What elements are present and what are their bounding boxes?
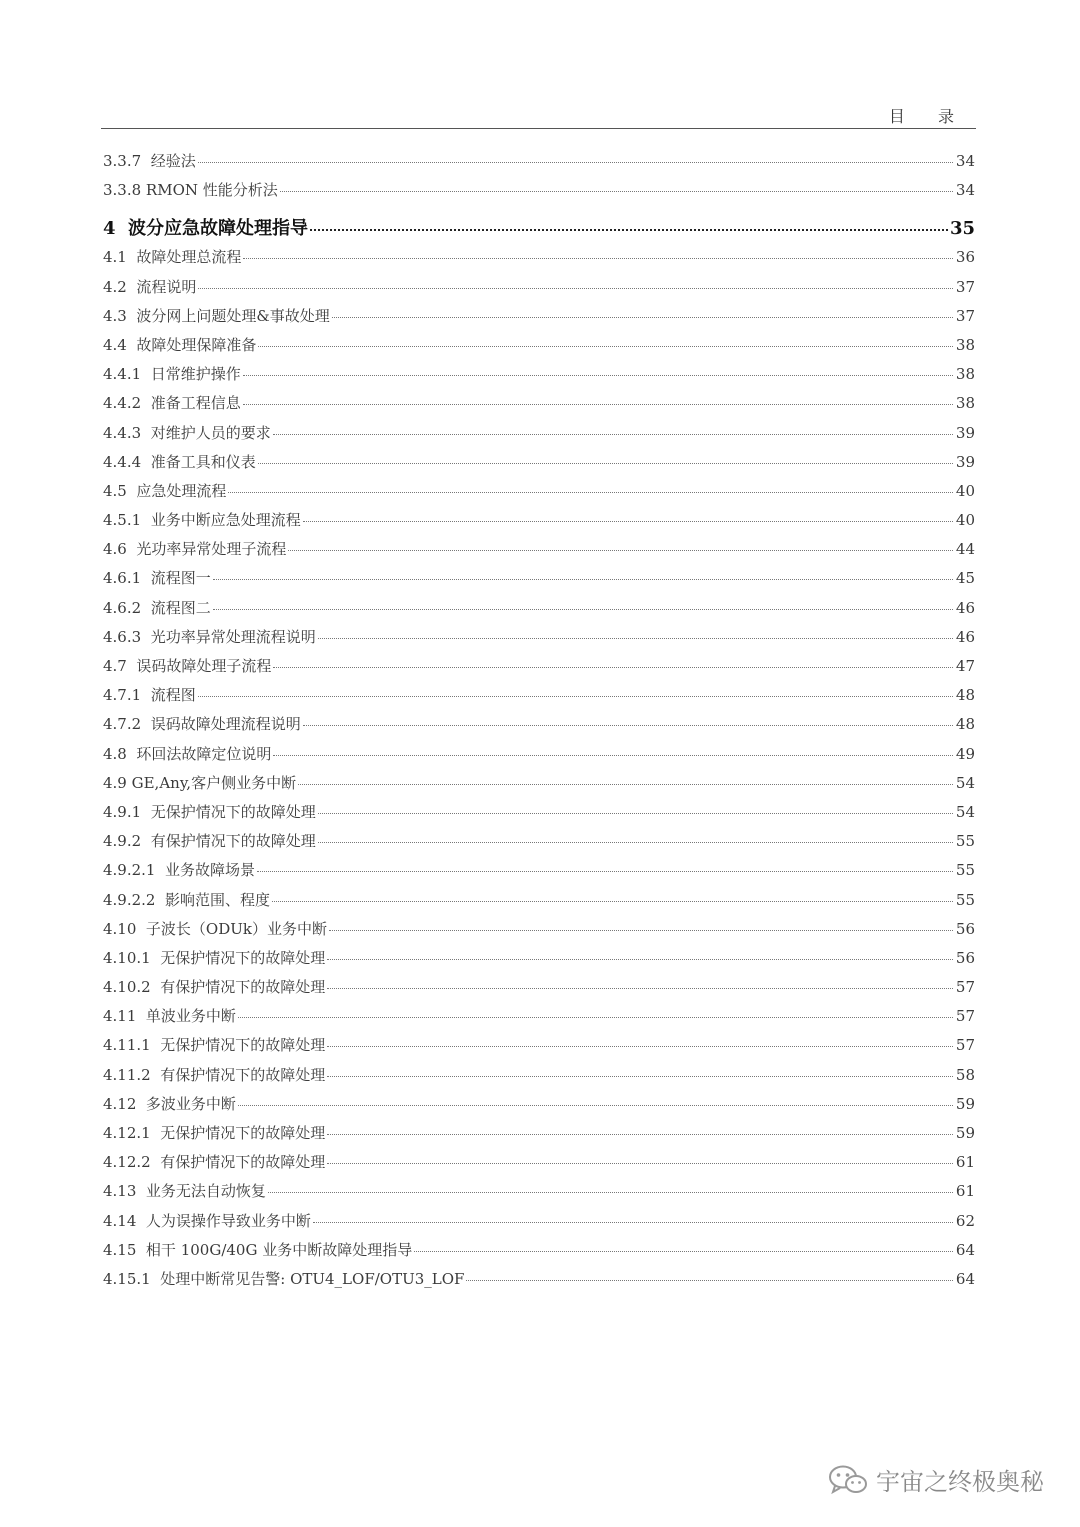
toc-entry[interactable] (103, 1122, 975, 1151)
toc-dot-leader (272, 901, 953, 902)
toc-entry-page: 45 (955, 569, 975, 588)
toc-entry[interactable] (103, 480, 975, 509)
toc-entry-label: 4.15.1 处理中断常见告警: OTU4_LOF/OTU3_LOF (103, 1269, 465, 1288)
toc-entry-label: 4.6 光功率异常处理子流程 (103, 540, 287, 559)
toc-entry-label: 4.9.2.1 业务故障场景 (103, 861, 256, 880)
toc-dot-leader (466, 1280, 953, 1281)
toc-entry-page: 61 (955, 1182, 975, 1201)
toc-entry[interactable] (103, 830, 975, 859)
toc-dot-leader (318, 813, 953, 814)
toc-dot-leader (198, 288, 953, 289)
toc-dot-leader (327, 1076, 953, 1077)
toc-entry-page: 34 (955, 181, 975, 200)
toc-dot-leader (243, 375, 953, 376)
toc-entry[interactable] (103, 772, 975, 801)
toc-dot-leader (327, 1046, 953, 1047)
toc-entry-page: 58 (955, 1065, 975, 1084)
toc-entry[interactable] (103, 567, 975, 596)
toc-entry[interactable] (103, 538, 975, 567)
toc-entry-page: 37 (955, 306, 975, 325)
toc-entry[interactable] (103, 713, 975, 742)
toc-entry[interactable] (103, 334, 975, 363)
toc-dot-leader (414, 1251, 953, 1252)
toc-entry[interactable] (103, 889, 975, 918)
toc-entry-label: 4.4 故障处理保障准备 (103, 335, 257, 354)
toc-dot-leader (213, 609, 953, 610)
toc-dot-leader (258, 346, 953, 347)
toc-dot-leader (213, 579, 953, 580)
toc-entry-page: 55 (955, 861, 975, 880)
toc-entry[interactable] (103, 1180, 975, 1209)
toc-entry-label: 4.8 环回法故障定位说明 (103, 744, 272, 763)
toc-dot-leader (280, 191, 953, 192)
toc-entry-page: 57 (955, 978, 975, 997)
toc-entry-page: 47 (955, 657, 975, 675)
toc-entry-label: 4.7 误码故障处理子流程 (103, 657, 272, 675)
toc-dot-leader (238, 1017, 953, 1018)
toc-entry-label: 4.9.2.2 影响范围、程度 (103, 890, 271, 909)
toc-entry-page: 48 (955, 715, 975, 734)
toc-entry-label: 4.4.3 对维护人员的要求 (103, 423, 271, 442)
wechat-icon (828, 1464, 868, 1496)
toc-entry[interactable] (103, 1005, 975, 1034)
toc-entry-label: 3.3.8 RMON 性能分析法 (103, 181, 278, 200)
toc-dot-leader (329, 930, 953, 931)
toc-entry-page: 44 (955, 540, 975, 559)
toc-entry[interactable] (103, 1034, 975, 1063)
toc-entry-page: 57 (955, 1007, 975, 1026)
toc-dot-leader (327, 959, 953, 960)
toc-dot-leader (318, 842, 953, 843)
toc-entry-page: 49 (955, 744, 975, 763)
toc-dot-leader (273, 667, 953, 668)
toc-dot-leader (332, 317, 953, 318)
toc-dot-leader (268, 1192, 953, 1193)
toc-dot-leader (243, 404, 953, 405)
toc-dot-leader (258, 463, 953, 464)
toc-entry[interactable] (103, 1093, 975, 1122)
toc-entry[interactable] (103, 655, 975, 684)
toc-dot-leader (303, 521, 953, 522)
toc-dot-leader (257, 871, 953, 872)
toc-entry-page: 40 (955, 511, 975, 530)
toc-entry[interactable] (103, 918, 975, 947)
toc-entry-label: 4.4.2 准备工程信息 (103, 394, 241, 413)
toc-entry-label: 4.10 子波长（ODUk）业务中断 (103, 919, 327, 938)
toc-entry-page: 61 (955, 1153, 975, 1172)
toc-entry-page: 56 (955, 919, 975, 938)
toc-entry-page: 59 (955, 1094, 975, 1113)
toc-entry[interactable] (103, 1151, 975, 1180)
toc-entry[interactable] (103, 509, 975, 538)
toc-entry-label: 4.4.4 准备工具和仪表 (103, 452, 256, 471)
toc-entry-label: 4.13 业务无法自动恢复 (103, 1182, 266, 1201)
toc-entry-label: 4.5.1 业务中断应急处理流程 (103, 511, 301, 530)
toc-entry-label: 4.2 流程说明 (103, 277, 197, 296)
watermark-text: 宇宙之终极奥秘 (876, 1468, 1044, 1496)
toc-entry-page: 54 (955, 773, 975, 792)
toc-entry-page: 35 (949, 218, 975, 240)
toc-entry[interactable] (103, 976, 975, 1005)
toc-entry-page: 64 (955, 1240, 975, 1259)
toc-entry-page: 46 (955, 627, 975, 646)
toc-entry-page: 38 (955, 335, 975, 354)
toc-entry-label: 4.15 相干 100G/40G 业务中断故障处理指导 (103, 1240, 413, 1259)
toc-entry-page: 38 (955, 394, 975, 413)
toc-entry-label: 4.10.1 无保护情况下的故障处理 (103, 948, 326, 967)
toc-entry-label: 4.4.1 日常维护操作 (103, 365, 241, 384)
toc-entry[interactable] (103, 150, 975, 179)
toc-entry-label: 4.3 波分网上问题处理&事故处理 (103, 306, 330, 325)
toc-dot-leader (273, 755, 953, 756)
table-of-contents (103, 150, 975, 1297)
toc-entry-label: 4.9.2 有保护情况下的故障处理 (103, 832, 316, 851)
toc-entry-page: 39 (955, 452, 975, 471)
toc-entry[interactable] (103, 179, 975, 208)
header-rule (101, 128, 976, 129)
toc-entry-page: 37 (955, 277, 975, 296)
toc-entry-page: 59 (955, 1124, 975, 1142)
watermark (828, 1462, 1044, 1497)
toc-entry-page: 40 (955, 481, 975, 500)
toc-entry-page: 36 (955, 248, 975, 267)
toc-entry-label: 4.6.2 流程图二 (103, 598, 211, 617)
toc-dot-leader (243, 258, 953, 259)
toc-dot-leader (238, 1105, 953, 1106)
toc-entry[interactable] (103, 422, 975, 451)
toc-entry-page: 48 (955, 686, 975, 705)
toc-entry-label: 4.5 应急处理流程 (103, 481, 227, 500)
toc-entry-label: 4.10.2 有保护情况下的故障处理 (103, 978, 326, 997)
toc-entry-label: 4.11 单波业务中断 (103, 1007, 236, 1026)
toc-entry[interactable] (103, 246, 975, 275)
page-header-title: 目 录 (888, 107, 968, 126)
toc-entry-label: 4.9 GE,Any,客户侧业务中断 (103, 773, 297, 792)
toc-entry[interactable] (103, 451, 975, 480)
toc-entry-page: 46 (955, 598, 975, 617)
toc-dot-leader (318, 638, 953, 639)
toc-dot-leader (327, 1163, 953, 1164)
toc-entry-page: 34 (955, 152, 975, 170)
toc-dot-leader (327, 1134, 953, 1135)
toc-entry-label: 4.7.2 误码故障处理流程说明 (103, 715, 301, 734)
toc-dot-leader (288, 550, 953, 551)
toc-entry[interactable] (103, 1064, 975, 1093)
toc-dot-leader (228, 492, 953, 493)
toc-entry-label: 4.6.3 光功率异常处理流程说明 (103, 627, 316, 646)
toc-entry[interactable] (103, 1210, 975, 1239)
toc-entry[interactable] (103, 208, 975, 246)
toc-entry[interactable] (103, 947, 975, 976)
toc-entry[interactable] (103, 684, 975, 713)
toc-entry-label: 4.14 人为误操作导致业务中断 (103, 1211, 311, 1230)
toc-entry-label: 4.12.2 有保护情况下的故障处理 (103, 1153, 326, 1172)
toc-dot-leader (327, 988, 953, 989)
toc-dot-leader (298, 784, 953, 785)
toc-entry-page: 55 (955, 832, 975, 851)
toc-entry[interactable] (103, 859, 975, 888)
toc-entry[interactable] (103, 276, 975, 305)
toc-entry-page: 39 (955, 423, 975, 442)
toc-entry-page: 55 (955, 890, 975, 909)
toc-entry[interactable] (103, 743, 975, 772)
toc-entry-page: 56 (955, 948, 975, 967)
toc-entry-page: 38 (955, 365, 975, 384)
toc-entry-label: 4 波分应急故障处理指导 (103, 218, 309, 240)
toc-entry-page: 54 (955, 802, 975, 821)
toc-entry[interactable] (103, 392, 975, 421)
toc-entry-label: 4.12.1 无保护情况下的故障处理 (103, 1124, 326, 1142)
toc-entry-label: 4.9.1 无保护情况下的故障处理 (103, 802, 316, 821)
toc-entry-page: 57 (955, 1036, 975, 1055)
toc-entry-page: 62 (955, 1211, 975, 1230)
toc-entry[interactable] (103, 597, 975, 626)
toc-entry-label: 3.3.7 经验法 (103, 152, 196, 170)
toc-dot-leader (313, 1222, 953, 1223)
toc-entry[interactable] (103, 801, 975, 830)
toc-dot-leader (198, 696, 953, 697)
toc-entry[interactable] (103, 363, 975, 392)
toc-entry-label: 4.1 故障处理总流程 (103, 248, 242, 267)
toc-entry-label: 4.11.1 无保护情况下的故障处理 (103, 1036, 326, 1055)
toc-dot-leader (273, 434, 953, 435)
toc-dot-leader (198, 162, 953, 163)
toc-dot-leader (310, 229, 948, 231)
toc-entry[interactable] (103, 1268, 975, 1297)
toc-entry[interactable] (103, 626, 975, 655)
toc-entry-label: 4.12 多波业务中断 (103, 1094, 236, 1113)
toc-entry-label: 4.11.2 有保护情况下的故障处理 (103, 1065, 326, 1084)
toc-entry-page: 64 (955, 1269, 975, 1288)
toc-dot-leader (303, 725, 953, 726)
toc-entry[interactable] (103, 305, 975, 334)
toc-entry[interactable] (103, 1239, 975, 1268)
toc-entry-label: 4.7.1 流程图 (103, 686, 196, 705)
toc-entry-label: 4.6.1 流程图一 (103, 569, 211, 588)
